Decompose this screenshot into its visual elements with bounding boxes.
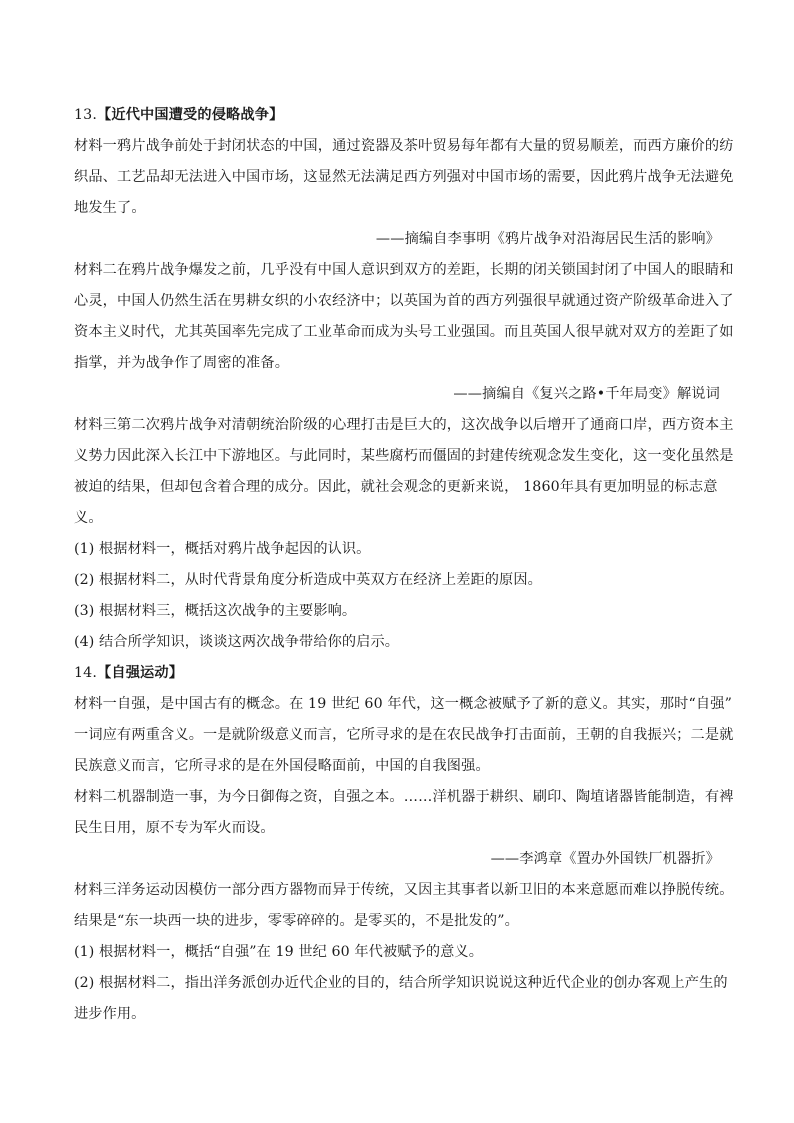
q13-question-1: (1) 根据材料一，概括对鸦片战争起因的认识。 (74, 541, 371, 557)
q14-question-2-cont: 进步作用。 (74, 1006, 146, 1022)
q14-m2-source: ——李鸿章《置办外国铁厂机器折》 (490, 851, 720, 867)
q13-title: 【近代中国遭受的侵略战争】 (97, 107, 284, 123)
q14-material-2 (74, 782, 734, 844)
q13-number: 13. (74, 107, 98, 123)
q13-m1-source: ——摘编自李事明《鸦片战争对沿海居民生活的影响》 (375, 231, 720, 247)
q14-material-3 (74, 875, 734, 937)
q13-m3-line-1: 材料三第二次鸦片战争对清朝统治阶级的心理打击是巨大的，这次战争以后增开了通商口岸，西方资本主 (74, 417, 734, 433)
q13-question-3: (3) 根据材料三，概括这次战争的主要影响。 (74, 603, 357, 619)
q14-number: 14. (74, 665, 98, 681)
q13-m3-line-3: 被迫的结果，但却包含着合理的成分。因此，就社会观念的更新来说， 1860年具有更加明显的标志意 (74, 479, 718, 495)
q13-questions (74, 534, 720, 658)
q13-material-2 (74, 255, 734, 379)
q13-material-1 (74, 131, 734, 224)
q13-heading (74, 100, 720, 131)
q14-m3-line-2: 结果是“东一块西一块的进步，零零碎碎的。是零买的，不是批发的”。 (74, 913, 519, 929)
q14-m1-line-1: 材料一自强，是中国古有的概念。在 19 世纪 60 年代，这一概念被赋予了新的意义。其实，那时“自强” (74, 696, 732, 712)
q14-heading (74, 658, 720, 689)
q13-m3-line-4: 义。 (74, 510, 103, 526)
q13-m2-source: ——摘编自《复兴之路•千年局变》解说词 (453, 386, 720, 402)
q13-m1-line-2: 织品、工艺品却无法进入中国市场，这显然无法满足西方列强对中国市场的需要，因此鸦片战争无法避免 (74, 169, 734, 185)
q14-question-2: (2) 根据材料二，指出洋务派创办近代企业的目的，结合所学知识说说这种近代企业的创办客观上产生的 (74, 975, 728, 991)
q13-m2-line-4: 指掌，并为战争作了周密的准备。 (74, 355, 290, 371)
q13-m2-line-3: 资本主义时代，尤其英国率先完成了工业革命而成为头号工业强国。而且英国人很早就对双方的差距了如 (74, 324, 734, 340)
q14-questions (74, 937, 728, 1030)
q14-question-1: (1) 根据材料一，概括“自强”在 19 世纪 60 年代被赋予的意义。 (74, 944, 483, 960)
q13-m1-line-1: 材料一鸦片战争前处于封闭状态的中国，通过瓷器及茶叶贸易每年都有大量的贸易顺差，而西方廉价的纺 (74, 138, 734, 154)
q13-material-3 (74, 410, 734, 534)
q14-m1-line-3: 民族意义而言，它所寻求的是在外国侵略面前，中国的自我图强。 (74, 758, 490, 774)
q14-m1-line-2: 一词应有两重含义。一是就阶级意义而言，它所寻求的是在农民战争打击面前，王朝的自我振兴；二是就 (74, 727, 734, 743)
q14-title: 【自强运动】 (97, 665, 184, 681)
q14-m3-line-1: 材料三洋务运动因模仿一部分西方器物而异于传统，又因主其事者以新卫旧的本来意愿而难以挣脱传统。 (74, 882, 734, 898)
q14-m2-line-1: 材料二机器制造一事，为今日御侮之资，自强之本。……洋机器于耕织、刷印、陶埴诸器皆能制造，有裨 (74, 789, 734, 805)
q13-question-4: (4) 结合所学知识，谈谈这两次战争带给你的启示。 (74, 634, 400, 650)
q13-m2-line-1: 材料二在鸦片战争爆发之前，几乎没有中国人意识到双方的差距，长期的闭关锁国封闭了中国人的眼睛和 (74, 262, 734, 278)
q14-m2-line-2: 民生日用，原不专为军火而设。 (74, 820, 275, 836)
q14-material-1 (74, 689, 734, 782)
q13-m3-line-2: 义势力因此深入长江中下游地区。与此同时，某些腐朽而僵固的封建传统观念发生变化，这一变化虽然是 (74, 448, 734, 464)
q13-m1-line-3: 地发生了。 (74, 200, 146, 216)
q13-m2-line-2: 心灵，中国人仍然生活在男耕女织的小农经济中；以英国为首的西方列强很早就通过资产阶级革命进入了 (74, 293, 734, 309)
q13-question-2: (2) 根据材料二，从时代背景角度分析造成中英双方在经济上差距的原因。 (74, 572, 542, 588)
document-page (74, 100, 734, 1030)
